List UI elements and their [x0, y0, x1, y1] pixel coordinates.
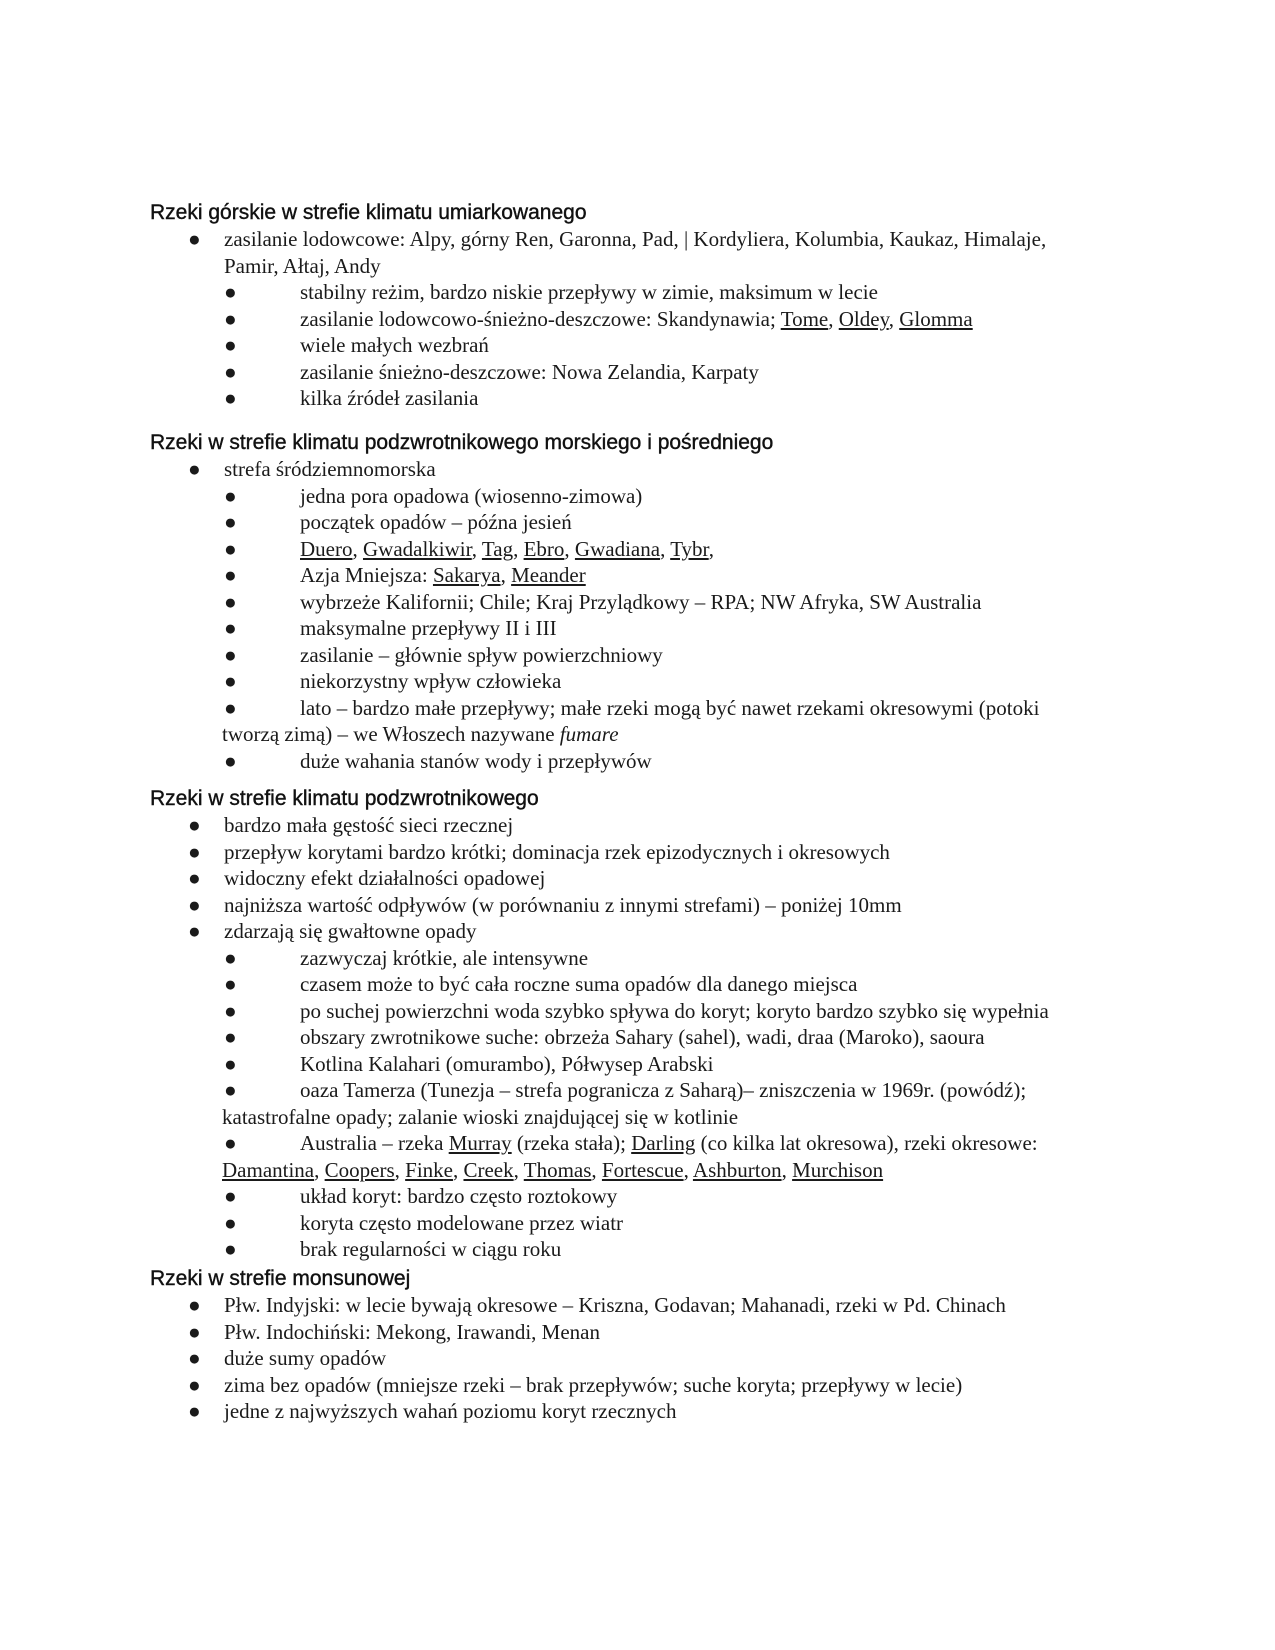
bullet-icon: ● [224, 1078, 237, 1102]
link-tag[interactable]: Tag [481, 536, 514, 561]
bullet-icon: ● [188, 919, 201, 943]
list-item: ● Płw. Indyjski: w lecie bywają okresowe – Kriszna, Godavan; Mahanadi, rzeki w Pd. Chinach [188, 1293, 1006, 1317]
list-item: ● maksymalne przepływy II i III [224, 616, 557, 640]
list-item: ● zasilanie – głównie spływ powierzchniowy [224, 642, 663, 667]
list-item: ● oaza Tamerza (Tunezja – strefa pogranicza z Saharą)– zniszczenia w 1969r. (powódź); [224, 1078, 1027, 1102]
link-creek[interactable]: Creek [463, 1157, 514, 1182]
list-item: ● kilka źródeł zasilania [224, 386, 479, 410]
bullet-icon: ● [188, 839, 201, 864]
list-item: ● Płw. Indochiński: Mekong, Irawandi, Menan [188, 1319, 600, 1344]
section-heading: Rzeki w strefie klimatu podzwrotnikowego morskiego i pośredniego [150, 431, 774, 454]
link-meander[interactable]: Meander [511, 563, 586, 587]
link-oldey[interactable]: Oldey [838, 306, 889, 331]
bullet-icon: ● [224, 642, 237, 667]
bullet-icon: ● [188, 457, 201, 481]
list-item: ● zima bez opadów (mniejsze rzeki – brak przepływów; suche koryta; przepływy w lecie) [188, 1372, 963, 1397]
bullet-icon: ● [188, 227, 201, 251]
list-item: ● zasilanie lodowcowe: Alpy, górny Ren, Garonna, Pad, | Kordyliera, Kolumbia, Kaukaz, Himalaje, [188, 227, 1047, 251]
bullet-icon: ● [224, 669, 237, 693]
bullet-icon: ● [224, 306, 237, 331]
bullet-icon: ● [224, 616, 237, 640]
list-item: ● duże wahania stanów wody i przepływów [224, 748, 652, 773]
list-item-continuation: Pamir, Ałtaj, Andy [224, 253, 381, 278]
list-item: ● czasem może to być cała roczne suma opadów dla danego miejsca [224, 972, 858, 996]
link-finke[interactable]: Finke [405, 1157, 453, 1182]
bullet-icon: ● [224, 563, 237, 587]
bullet-icon: ● [224, 1025, 237, 1049]
list-item: ● lato – bardzo małe przepływy; małe rzeki mogą być nawet rzekami okresowymi (potoki [224, 695, 1040, 720]
bullet-icon: ● [224, 1210, 237, 1235]
section-heading: Rzeki w strefie klimatu podzwrotnikowego [150, 787, 539, 810]
section-subtropical-maritime-rivers [150, 430, 1150, 774]
bullet-icon: ● [188, 1399, 201, 1423]
section-heading: Rzeki górskie w strefie klimatu umiarkowanego [150, 201, 587, 224]
link-gwadalkiwir[interactable]: Gwadalkiwir [362, 536, 472, 561]
link-fortescue[interactable]: Fortescue [601, 1157, 684, 1182]
list-item: ● przepływ korytami bardzo krótki; dominacja rzek epizodycznych i okresowych [188, 839, 890, 864]
bullet-icon: ● [224, 1184, 237, 1208]
bullet-icon: ● [224, 945, 237, 970]
list-item: ● bardzo mała gęstość sieci rzecznej [188, 813, 514, 837]
link-murray[interactable]: Murray [448, 1131, 512, 1155]
section-mountain-rivers [150, 200, 1150, 412]
bullet-icon: ● [188, 1372, 201, 1397]
list-item: ● jedna pora opadowa (wiosenno-zimowa) [224, 483, 643, 508]
list-item: ● Duero, Gwadalkiwir, Tag, Ebro, Gwadiana, Tybr, [224, 536, 714, 561]
bullet-icon: ● [224, 333, 237, 357]
link-gwadiana[interactable]: Gwadiana [574, 536, 661, 561]
list-item: ● koryta często modelowane przez wiatr [224, 1210, 624, 1235]
link-thomas[interactable]: Thomas [523, 1157, 592, 1182]
list-item-continuation: Damantina, Coopers, Finke, Creek, Thomas, Fortescue, Ashburton, Murchison [222, 1157, 884, 1182]
link-sakarya[interactable]: Sakarya [432, 563, 501, 587]
section-monsoon-rivers [150, 1266, 1150, 1425]
list-item: ● duże sumy opadów [188, 1346, 387, 1370]
link-ebro[interactable]: Ebro [523, 536, 565, 561]
bullet-icon: ● [188, 1346, 201, 1370]
bullet-icon: ● [224, 483, 237, 508]
list-item: ● po suchej powierzchni woda szybko spływa do koryt; koryto bardzo szybko się wypełnia [224, 998, 1049, 1023]
link-glomma[interactable]: Glomma [899, 306, 973, 331]
bullet-icon: ● [188, 813, 201, 837]
link-murchison[interactable]: Murchison [792, 1157, 884, 1182]
bullet-icon: ● [224, 589, 237, 614]
bullet-icon: ● [224, 972, 237, 996]
section-subtropical-rivers [150, 786, 1150, 1263]
bullet-icon: ● [224, 748, 237, 773]
link-tybr[interactable]: Tybr [670, 536, 709, 561]
bullet-icon: ● [224, 998, 237, 1023]
list-item: ● widoczny efekt działalności opadowej [188, 866, 546, 890]
bullet-icon: ● [188, 1319, 201, 1344]
list-item: ● Kotlina Kalahari (omurambo), Półwysep Arabski [224, 1051, 714, 1076]
list-item: ● zasilanie lodowcowo-śnieżno-deszczowe: Skandynawia; Tome, Oldey, Glomma [224, 306, 973, 331]
list-item: ● Azja Mniejsza: Sakarya, Meander [224, 563, 586, 587]
list-item: ● Australia – rzeka Murray (rzeka stała); Darling (co kilka lat okresowa), rzeki okresowe: [224, 1131, 1038, 1155]
section-heading: Rzeki w strefie monsunowej [150, 1267, 411, 1290]
list-item-continuation: tworzą zimą) – we Włoszech nazywane fumare [222, 722, 619, 746]
bullet-icon: ● [224, 1051, 237, 1076]
list-item: ● układ koryt: bardzo często roztokowy [224, 1184, 618, 1208]
bullet-icon: ● [188, 866, 201, 890]
link-damantina[interactable]: Damantina [222, 1157, 315, 1182]
list-item: ● obszary zwrotnikowe suche: obrzeża Sahary (sahel), wadi, draa (Maroko), saoura [224, 1025, 985, 1049]
bullet-icon: ● [224, 280, 237, 304]
bullet-icon: ● [224, 1131, 237, 1155]
list-item: ● stabilny reżim, bardzo niskie przepływy w zimie, maksimum w lecie [224, 280, 878, 304]
bullet-icon: ● [224, 510, 237, 534]
list-item: ● brak regularności w ciągu roku [224, 1237, 562, 1261]
bullet-icon: ● [224, 536, 237, 561]
bullet-icon: ● [224, 695, 237, 720]
list-item: ● zdarzają się gwałtowne opady [188, 919, 477, 943]
list-item: ● strefa śródziemnomorska [188, 457, 436, 481]
bullet-icon: ● [224, 386, 237, 410]
list-item: ● zazwyczaj krótkie, ale intensywne [224, 945, 589, 970]
list-item: ● wiele małych wezbrań [224, 333, 489, 357]
link-darling[interactable]: Darling [631, 1131, 696, 1155]
bullet-icon: ● [224, 1237, 237, 1261]
list-item: ● niekorzystny wpływ człowieka [224, 669, 562, 693]
link-tome[interactable]: Tome [780, 306, 829, 331]
list-item-continuation: katastrofalne opady; zalanie wioski znajdującej się w kotlinie [222, 1104, 739, 1129]
list-item: ● początek opadów – późna jesień [224, 510, 572, 534]
list-item: ● jedne z najwyższych wahań poziomu koryt rzecznych [188, 1399, 677, 1423]
list-item: ● wybrzeże Kalifornii; Chile; Kraj Przylądkowy – RPA; NW Afryka, SW Australia [224, 589, 982, 614]
list-item: ● najniższa wartość odpływów (w porównaniu z innymi strefami) – poniżej 10mm [188, 892, 902, 917]
bullet-icon: ● [188, 1293, 201, 1317]
bullet-icon: ● [188, 892, 201, 917]
link-ashburton[interactable]: Ashburton [692, 1157, 782, 1182]
link-duero[interactable]: Duero [300, 536, 353, 561]
link-coopers[interactable]: Coopers [324, 1157, 395, 1182]
bullet-icon: ● [224, 359, 237, 384]
list-item: ● zasilanie śnieżno-deszczowe: Nowa Zelandia, Karpaty [224, 359, 759, 384]
